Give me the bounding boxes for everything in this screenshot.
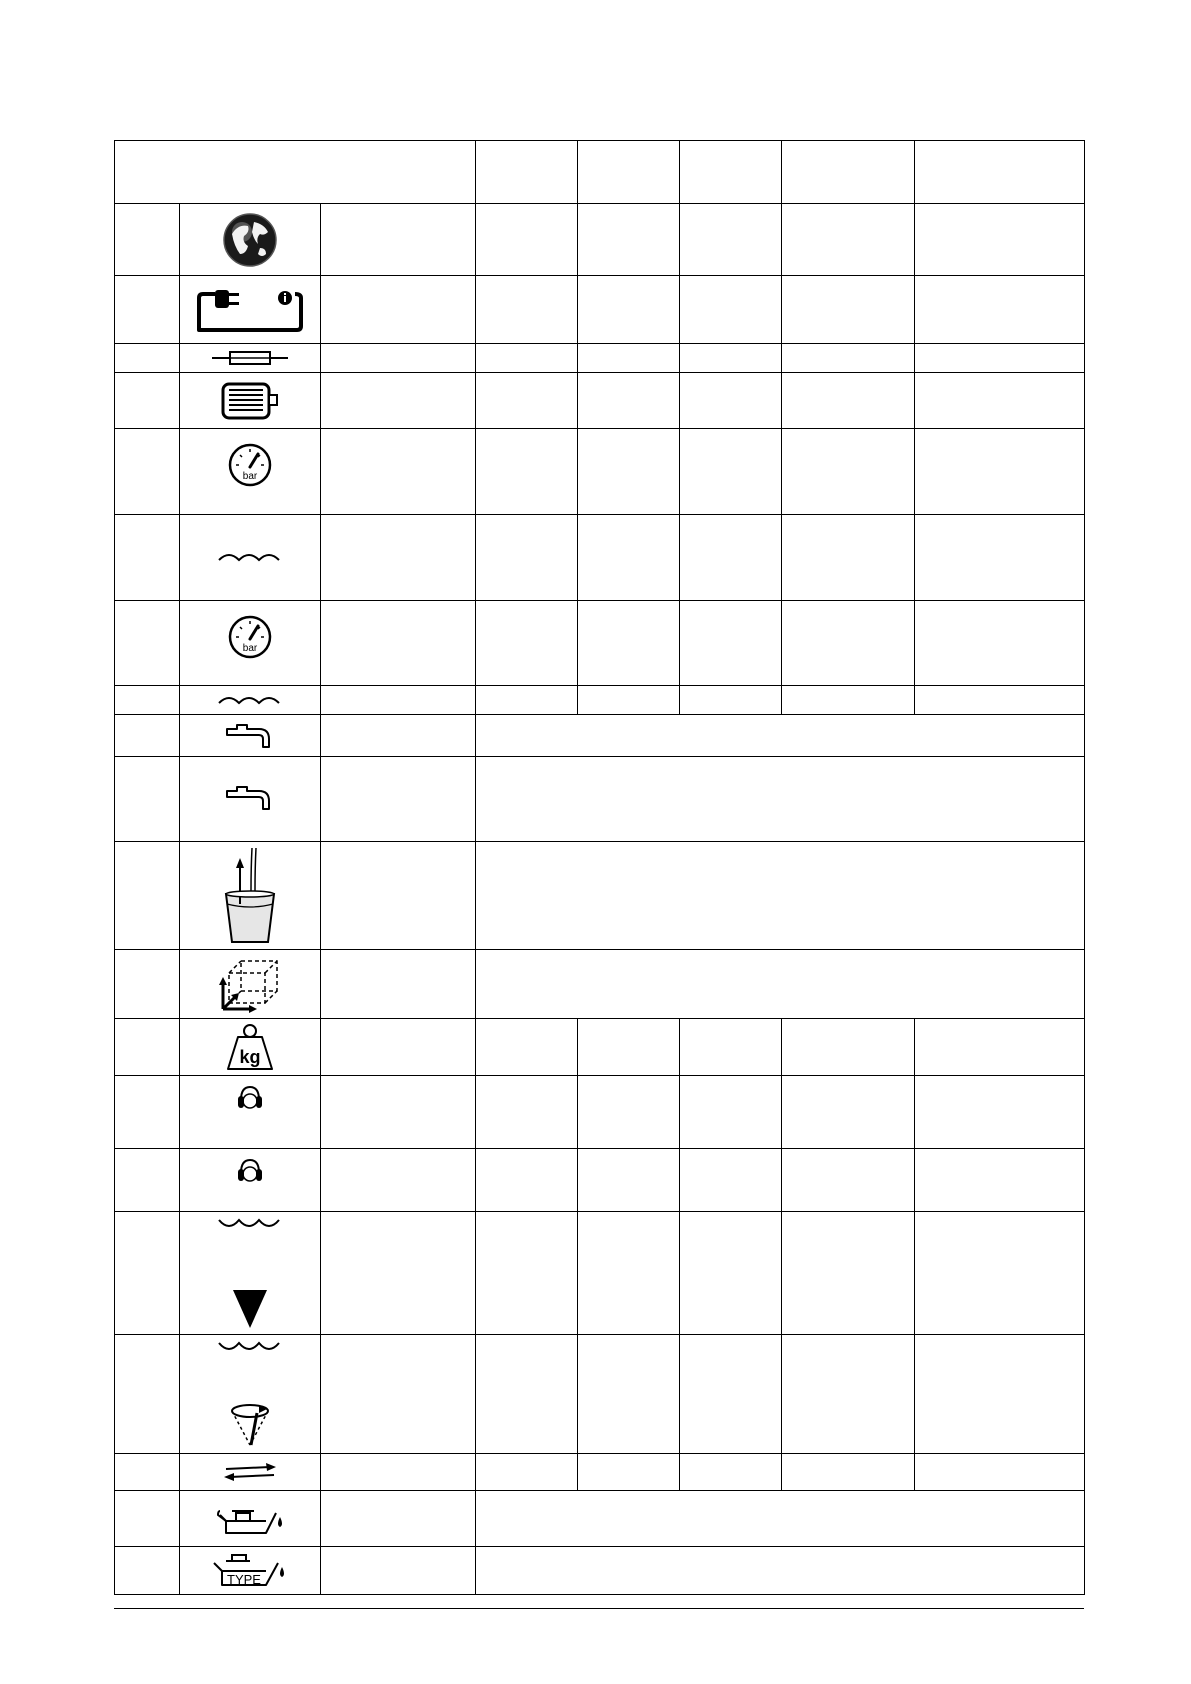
description-cell: [321, 1547, 476, 1595]
value-cell: [915, 344, 1085, 373]
description-cell: [321, 715, 476, 757]
description-cell: [321, 950, 476, 1019]
description-cell: [321, 204, 476, 276]
description-cell: [321, 1454, 476, 1491]
merged-value-cell: [476, 950, 1085, 1019]
ear-protection-icon: [235, 1157, 265, 1187]
value-cell: [578, 429, 680, 515]
table-row: [115, 1335, 1085, 1454]
value-cell: [578, 1076, 680, 1149]
description-cell: [321, 842, 476, 950]
value-cell: [680, 276, 782, 344]
value-cell: [476, 1076, 578, 1149]
value-cell: [915, 1212, 1085, 1335]
icon-cell: [180, 715, 321, 757]
row-number-cell: [115, 1212, 180, 1335]
value-cell: [782, 686, 915, 715]
value-cell: [476, 373, 578, 429]
icon-cell: [180, 757, 321, 842]
table-row: [115, 601, 1085, 686]
double-arrow-icon: [220, 1461, 280, 1483]
power-plug-info-icon: [195, 284, 305, 336]
value-cell: [782, 515, 915, 601]
row-number-cell: [115, 429, 180, 515]
value-cell: [578, 373, 680, 429]
value-cell: [782, 373, 915, 429]
icon-cell: [180, 276, 321, 344]
water-wave-icon: [215, 548, 285, 568]
value-cell: [578, 515, 680, 601]
specifications-table: [114, 140, 1085, 1595]
description-cell: [321, 1076, 476, 1149]
icon-cell: [180, 515, 321, 601]
table-row: [115, 429, 1085, 515]
value-cell: [915, 204, 1085, 276]
value-cell: [915, 1335, 1085, 1454]
weight-kg-icon: [224, 1023, 276, 1071]
row-number-cell: [115, 757, 180, 842]
description-cell: [321, 1335, 476, 1454]
suction-height-glass-icon: [218, 846, 282, 946]
table-row: [115, 1547, 1085, 1595]
dimensions-box-icon: [215, 955, 285, 1013]
footer-rule: [114, 1608, 1084, 1609]
value-cell: [476, 1019, 578, 1076]
icon-cell: [180, 1454, 321, 1491]
value-cell: [578, 1019, 680, 1076]
table-row: [115, 1149, 1085, 1212]
value-cell: [578, 1212, 680, 1335]
value-cell: [680, 344, 782, 373]
oil-can-icon: [214, 1499, 286, 1539]
value-cell: [782, 429, 915, 515]
description-cell: [321, 601, 476, 686]
merged-value-cell: [476, 1547, 1085, 1595]
value-cell: [680, 1212, 782, 1335]
gauge-unit-label: bar: [242, 471, 258, 482]
value-cell: [578, 1454, 680, 1491]
value-cell: [915, 276, 1085, 344]
value-cell: [680, 1149, 782, 1212]
pressure-gauge-icon: [226, 613, 274, 661]
value-cell: [782, 276, 915, 344]
value-cell: [915, 1454, 1085, 1491]
row-number-cell: [115, 715, 180, 757]
value-cell: [680, 373, 782, 429]
value-cell: [782, 1019, 915, 1076]
value-cell: [680, 204, 782, 276]
merged-value-cell: [476, 757, 1085, 842]
row-number-cell: [115, 515, 180, 601]
value-cell: [578, 601, 680, 686]
row-number-cell: [115, 1076, 180, 1149]
icon-cell: [180, 1212, 321, 1335]
description-cell: [321, 1019, 476, 1076]
value-cell: [915, 1076, 1085, 1149]
gauge-unit-label: bar: [242, 643, 258, 654]
row-number-cell: [115, 1491, 180, 1547]
icon-cell: [180, 686, 321, 715]
value-cell: [782, 1149, 915, 1212]
value-cell: [476, 1454, 578, 1491]
header-cell: [680, 141, 782, 204]
row-number-cell: [115, 1454, 180, 1491]
row-number-cell: [115, 1149, 180, 1212]
value-cell: [680, 1454, 782, 1491]
description-cell: [321, 686, 476, 715]
header-cell: [476, 141, 578, 204]
value-cell: [578, 276, 680, 344]
table-row: [115, 757, 1085, 842]
icon-cell: [180, 1547, 321, 1595]
value-cell: [782, 1212, 915, 1335]
icon-cell: [180, 1491, 321, 1547]
table-row: [115, 373, 1085, 429]
pressure-gauge-icon: [226, 441, 274, 489]
value-cell: [782, 1076, 915, 1149]
table-row: [115, 515, 1085, 601]
description-cell: [321, 1212, 476, 1335]
row-number-cell: [115, 204, 180, 276]
row-number-cell: [115, 344, 180, 373]
icon-cell: [180, 344, 321, 373]
table-header-row: [115, 141, 1085, 204]
value-cell: [915, 1149, 1085, 1212]
icon-cell: [180, 950, 321, 1019]
motor-icon: [215, 380, 285, 422]
value-cell: [476, 204, 578, 276]
value-cell: [915, 373, 1085, 429]
value-cell: [680, 1335, 782, 1454]
icon-cell: [180, 373, 321, 429]
table-row: [115, 276, 1085, 344]
table-row: [115, 715, 1085, 757]
value-cell: [578, 204, 680, 276]
row-number-cell: [115, 1019, 180, 1076]
merged-value-cell: [476, 1491, 1085, 1547]
value-cell: [915, 515, 1085, 601]
hose-drop-icon: [215, 1212, 285, 1330]
value-cell: [782, 204, 915, 276]
header-cell: [782, 141, 915, 204]
value-cell: [476, 429, 578, 515]
value-cell: [476, 1212, 578, 1335]
header-label-cell: [115, 141, 476, 204]
value-cell: [476, 686, 578, 715]
row-number-cell: [115, 373, 180, 429]
description-cell: [321, 276, 476, 344]
water-wave-icon: [215, 691, 285, 709]
oil-can-type-icon: [210, 1551, 290, 1591]
row-number-cell: [115, 950, 180, 1019]
table-row: [115, 686, 1085, 715]
ear-protection-icon: [235, 1084, 265, 1114]
description-cell: [321, 757, 476, 842]
table-row: [115, 1212, 1085, 1335]
table-row: [115, 1076, 1085, 1149]
merged-value-cell: [476, 715, 1085, 757]
table-row: [115, 842, 1085, 950]
header-cell: [915, 141, 1085, 204]
value-cell: [680, 1076, 782, 1149]
value-cell: [680, 429, 782, 515]
value-cell: [476, 1149, 578, 1212]
merged-value-cell: [476, 842, 1085, 950]
value-cell: [578, 344, 680, 373]
icon-cell: [180, 429, 321, 515]
value-cell: [915, 601, 1085, 686]
row-number-cell: [115, 601, 180, 686]
table-row: [115, 950, 1085, 1019]
value-cell: [680, 515, 782, 601]
value-cell: [782, 1335, 915, 1454]
value-cell: [476, 1335, 578, 1454]
table-row: [115, 1454, 1085, 1491]
value-cell: [680, 601, 782, 686]
row-number-cell: [115, 842, 180, 950]
icon-cell: [180, 842, 321, 950]
value-cell: [578, 1335, 680, 1454]
row-number-cell: [115, 1547, 180, 1595]
fuse-icon: [210, 348, 290, 368]
value-cell: [680, 1019, 782, 1076]
description-cell: [321, 1149, 476, 1212]
icon-cell: [180, 204, 321, 276]
table-row: [115, 1019, 1085, 1076]
icon-cell: [180, 601, 321, 686]
description-cell: [321, 1491, 476, 1547]
header-cell: [578, 141, 680, 204]
row-number-cell: [115, 686, 180, 715]
value-cell: [476, 515, 578, 601]
value-cell: [476, 276, 578, 344]
value-cell: [782, 1454, 915, 1491]
tap-icon: [223, 721, 277, 751]
value-cell: [915, 429, 1085, 515]
value-cell: [915, 1019, 1085, 1076]
value-cell: [680, 686, 782, 715]
value-cell: [578, 686, 680, 715]
table-row: [115, 1491, 1085, 1547]
description-cell: [321, 515, 476, 601]
value-cell: [782, 601, 915, 686]
description-cell: [321, 344, 476, 373]
icon-cell: [180, 1019, 321, 1076]
weight-unit-label: kg: [239, 1047, 261, 1067]
tap-icon: [223, 783, 277, 813]
table-row: [115, 344, 1085, 373]
globe-icon: [220, 210, 280, 270]
description-cell: [321, 373, 476, 429]
table-row: [115, 204, 1085, 276]
icon-cell: [180, 1149, 321, 1212]
row-number-cell: [115, 276, 180, 344]
value-cell: [915, 686, 1085, 715]
value-cell: [578, 1149, 680, 1212]
icon-cell: [180, 1076, 321, 1149]
row-number-cell: [115, 1335, 180, 1454]
icon-cell: [180, 1335, 321, 1454]
value-cell: [476, 344, 578, 373]
oil-type-label: TYPE: [227, 1571, 261, 1587]
value-cell: [782, 344, 915, 373]
hose-rotation-cone-icon: [215, 1335, 285, 1449]
description-cell: [321, 429, 476, 515]
value-cell: [476, 601, 578, 686]
